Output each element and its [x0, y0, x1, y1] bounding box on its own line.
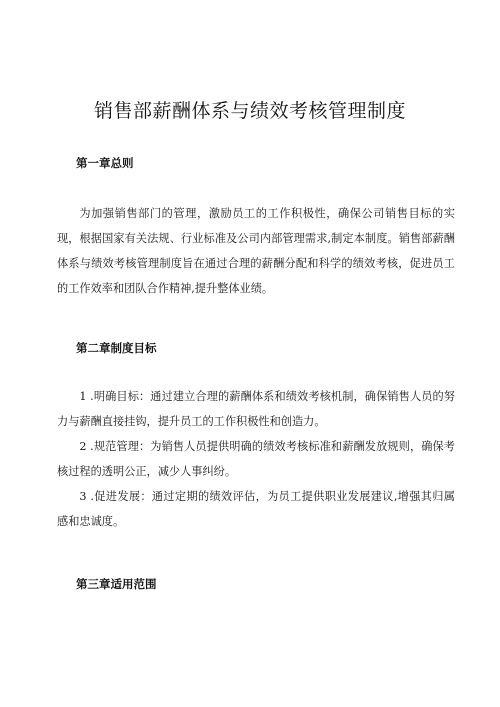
- goal-item-2: 2 .规范管理：为销售人员提供明确的绩效考核标准和薪酬发放规则，确保考核过程的透明公正，减少人事纠纷。: [57, 440, 455, 478]
- goal-item-1: 1 .明确目标：通过建立合理的薪酬体系和绩效考核机制，确保销售人员的努力与薪酬直接挂钩，提升员工的工作积极性和创造力。: [57, 390, 455, 428]
- chapter-1-paragraph: 为加强销售部门的管理，激励员工的工作积极性，确保公司销售目标的实现，根据国家有关法规、行业标准及公司内部管理需求,制定本制度。销售部薪酬体系与绩效考核管理制度旨在通过合理的薪酬分配和科学的绩效考核，促进员工的工作效率和团队合作精神,提升整体业绩。: [57, 207, 455, 295]
- chapter-heading-3: 第三章适用范围: [76, 577, 157, 591]
- chapter-heading-1: 第一章总则: [76, 156, 134, 170]
- chapter-heading-2: 第二章制度目标: [76, 341, 157, 355]
- document-title: 销售部薪酬体系与绩效考核管理制度: [93, 100, 406, 122]
- goal-item-3: 3 .促进发展：通过定期的绩效评估，为员工提供职业发展建议,增强其归属感和忠诚度。: [57, 490, 455, 528]
